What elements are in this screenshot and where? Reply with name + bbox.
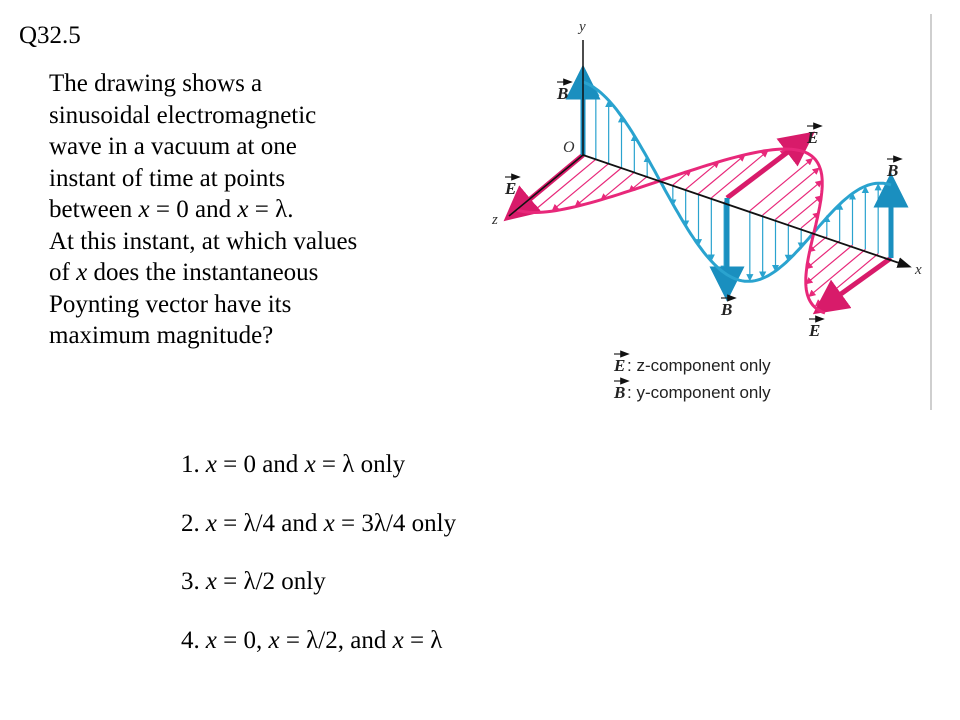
question-id: Q32.5 [19, 22, 81, 49]
question-text [49, 68, 469, 352]
svg-text:E: E [614, 356, 626, 375]
B-label-bottom [720, 298, 732, 319]
question-line: wave in a vacuum at one [49, 133, 297, 160]
answer-number: 3. [181, 568, 200, 595]
question-line: sinusoidal electromagnetic [49, 101, 317, 129]
legend-E [613, 354, 771, 375]
question-line: instant of time at points [49, 164, 286, 192]
question-line: of x does the instantaneous [49, 259, 319, 286]
x-axis-label: x [915, 262, 922, 278]
E-label-left [504, 177, 516, 198]
svg-text:E: E [505, 179, 517, 198]
question-line: maximum magnitude? [49, 322, 274, 349]
question-line: between x = 0 and x = λ. [49, 196, 294, 223]
question-line: At this instant, at which values [49, 227, 358, 255]
svg-text:B: B [614, 383, 626, 402]
answer-option-3[interactable] [181, 567, 456, 597]
question-line: The drawing shows a [49, 70, 263, 97]
answer-options [181, 450, 456, 684]
svg-text:E: E [809, 321, 821, 340]
y-axis-label: y [579, 19, 586, 35]
legend-B [613, 381, 771, 402]
E-label-bottom [808, 319, 820, 340]
answer-text: x = 0 and x = λ only [205, 451, 406, 478]
answer-option-1[interactable] [181, 450, 456, 480]
svg-text:B: B [887, 161, 899, 180]
answer-number: 2. [181, 509, 200, 537]
em-wave-figure [487, 14, 933, 410]
svg-text:E: E [807, 128, 819, 147]
E-label-mid [806, 126, 818, 147]
answer-option-4[interactable] [181, 626, 456, 656]
answer-number: 1. [181, 451, 200, 478]
svg-text:: y-component only: : y-component only [627, 383, 771, 402]
answer-text: x = λ/4 and x = 3λ/4 only [205, 509, 457, 537]
em-wave-diagram [487, 14, 933, 410]
z-axis-label: z [492, 212, 498, 228]
svg-text:B: B [557, 84, 569, 103]
question-line: Poynting vector have its [49, 290, 292, 318]
svg-text:B: B [721, 300, 733, 319]
B-label-right [886, 159, 898, 180]
origin-label: O [563, 139, 575, 156]
answer-text: x = 0, x = λ/2, and x = λ [205, 626, 443, 654]
answer-text: x = λ/2 only [205, 568, 326, 595]
answer-option-2[interactable] [181, 509, 456, 539]
svg-text:: z-component only: : z-component only [627, 356, 771, 375]
B-label-top [556, 82, 568, 103]
answer-number: 4. [181, 626, 200, 654]
